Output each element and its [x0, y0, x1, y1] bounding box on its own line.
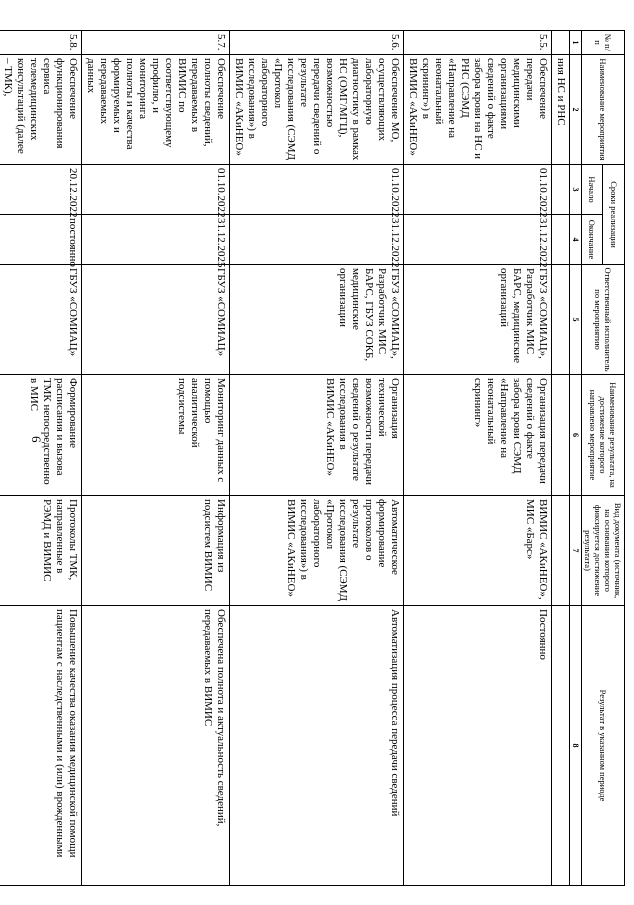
page-number: 6 — [29, 436, 44, 443]
row-num: 5.6. — [230, 31, 404, 55]
row-end: 31.12.2025 — [82, 215, 230, 265]
header-end: Окончание — [582, 215, 604, 265]
header-executor: Ответственный исполнитель по мероприятию — [582, 265, 625, 375]
row-executor: ГБУЗ «СОМИАЦ», Разработчик МИС БАРС, ГБУЗ СОКБ, медицинские организации — [230, 265, 404, 375]
row-start: 20.12.2022 — [0, 165, 82, 215]
header-event-name: Наименование мероприятия — [582, 55, 625, 165]
row-num: 5.8. — [0, 31, 82, 55]
header-start: Начало — [582, 165, 604, 215]
row-event: Обеспечение передачи медицинскими организациями сведений о факте забора крови на НС и РНС (СЭМД «Направление на неонатальный скрининг») в ВИМИС «АКиНЕО» — [404, 55, 552, 165]
column-number-row — [570, 31, 582, 886]
header-num: № п/п — [582, 31, 625, 55]
row-result-name: Мониторинг данных с помощью аналитической подсистемы — [82, 375, 230, 496]
row-result: Обеспечена полнота и актуальность сведений, передаваемых в ВИМИС — [82, 606, 230, 886]
row-event: Обеспечение функционирования сервиса телемедицинских консультаций (далее – ТМК), — [0, 55, 82, 165]
row-end: 31.12.2022 — [230, 215, 404, 265]
row-document: Информация из подсистем ВИМИС — [82, 496, 230, 606]
continuation-text: ния НС и РНС — [552, 55, 570, 165]
row-document: ВИМИС «АКиНЕО», МИС «Барс» — [404, 496, 552, 606]
col-number: 7 — [570, 496, 582, 606]
row-result: Повышение качества оказания медицинской помощи пациентам с наследственными и (или) врожденными — [0, 606, 82, 886]
row-result-name: Организация передачи сведений о факте забора крови СЭМД «Направление на неонатальный скрининг» — [404, 375, 552, 496]
col-number: 5 — [570, 265, 582, 375]
row-result-name: Организация технической возможности передачи сведений о результате исследования в ВИМИС «АКиНЕО» — [230, 375, 404, 496]
table-row — [0, 31, 82, 886]
row-executor: ГБУЗ «СОМИАЦ» — [82, 265, 230, 375]
events-table — [0, 30, 625, 886]
row-result: Постоянно — [404, 606, 552, 886]
row-document: Автоматическое формирование протоколов о результате исследования (СЭМД «Протокол лабораторного исследования») в ВИМИС «АКиНЕО» — [230, 496, 404, 606]
header-terms: Сроки реализации — [603, 165, 625, 265]
row-num: 5.5. — [404, 31, 552, 55]
row-document: Протоколы ТМК, направленные в РЭМД и ВИМИС — [0, 496, 82, 606]
header-result-name: Наименование результата, на достижение которого направлено мероприятие — [582, 375, 625, 496]
col-number: 2 — [570, 55, 582, 165]
col-number: 8 — [570, 606, 582, 886]
col-number: 6 — [570, 375, 582, 496]
row-start: 01.10.2022 — [230, 165, 404, 215]
row-event: Обеспечение МО, осуществляющих лабораторную диагностику в рамках НС (ОМГ/МГЦ), возможностью передачи сведений о результате исследования (СЭМД «Протокол лабораторного исследования») в ВИМИС «АКиНЕО» — [230, 55, 404, 165]
header-row — [603, 31, 625, 886]
header-document: Вид документа (источник, на основании которого фиксируется достижение результата) — [582, 496, 625, 606]
table-row — [230, 31, 404, 886]
col-number: 3 — [570, 165, 582, 215]
row-end: постоянно — [0, 215, 82, 265]
row-num: 5.7. — [82, 31, 230, 55]
row-end: 31.12.2022 — [404, 215, 552, 265]
row-start: 01.10.2022 — [82, 165, 230, 215]
row-start: 01.10.2022 — [404, 165, 552, 215]
row-executor: ГБУЗ «СОМИАЦ», Разработчик МИС БАРС, медицинские организаций — [404, 265, 552, 375]
col-number: 1 — [570, 31, 582, 55]
row-result: Автоматизация процесса передачи сведений — [230, 606, 404, 886]
row-result-name: Формирование расписания и вызова ТМК непосредственно в МИС — [0, 375, 82, 496]
col-number: 4 — [570, 215, 582, 265]
header-result: Результат в указанном периоде — [582, 606, 625, 886]
continuation-row — [552, 31, 570, 886]
table-row — [82, 31, 230, 886]
rotated-table-wrapper — [2, 30, 625, 885]
row-executor: ГБУЗ «СОМИАЦ» — [0, 265, 82, 375]
row-event: Обеспечение полноты сведений, передаваемых в ВИМИС по соответствующему профилю, и мониторинга полноты и качества формируемых и передаваемых данных — [82, 55, 230, 165]
table-row — [404, 31, 552, 886]
